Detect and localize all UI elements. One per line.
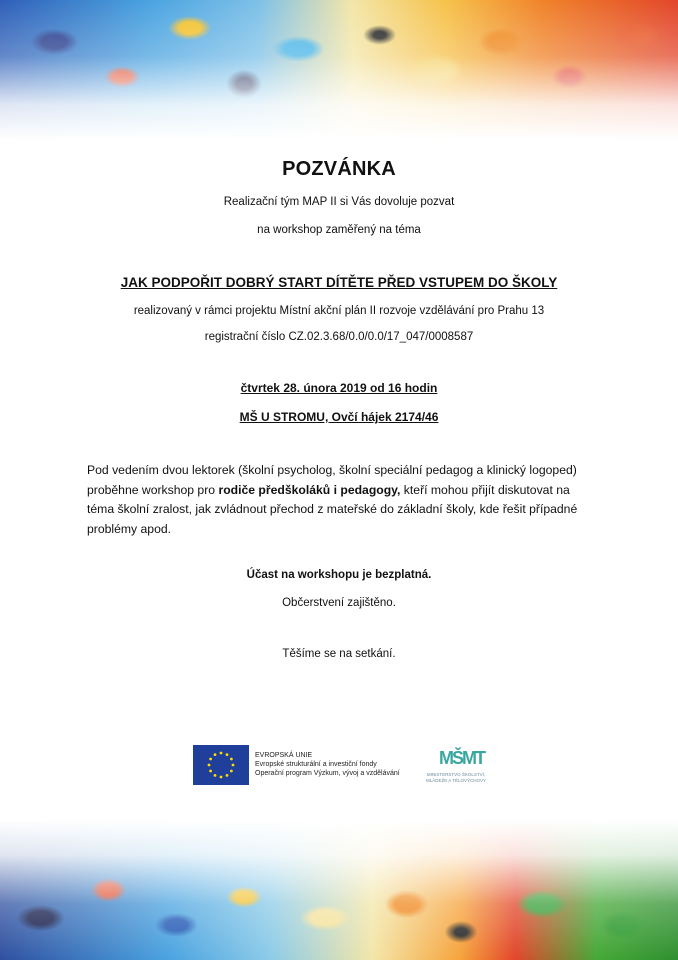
msmt-logo <box>421 745 491 787</box>
registration-number: registrační číslo CZ.02.3.68/0.0/0.0/17_047/0008587 <box>204 331 474 343</box>
refreshment-note: Občerstvení zajištěno. <box>282 597 396 609</box>
eu-flag-icon <box>193 745 249 785</box>
description-paragraph <box>87 461 587 539</box>
description-text-2: kteří mohou přijít diskutovat na téma školní zralost, jak zvládnout přechod z mateřské do základní školy, kde řešit případné problémy apod. <box>87 482 578 536</box>
workshop-topic: JAK PODPOŘIT DOBRÝ START DÍTĚTE PŘED VSTUPEM DO ŠKOLY <box>120 275 558 290</box>
eu-line-3: Operační program Výzkum, vývoj a vzdělávání <box>255 770 400 777</box>
eu-logo-text <box>255 751 425 778</box>
intro-line-2: na workshop zaměřený na téma <box>257 224 421 236</box>
description-audience: rodiče předškoláků i pedagogy, <box>218 482 401 497</box>
description-text-1: Pod vedením dvou lektorek (školní psycholog, školní speciální pedagog a klinický logoped) proběhne workshop pro <box>87 463 577 497</box>
intro-line-1: Realizační tým MAP II si Vás dovoluje pozvat <box>223 196 455 208</box>
decorative-header-image <box>0 0 678 140</box>
project-line: realizovaný v rámci projektu Místní akční plán II rozvoje vzdělávání pro Prahu 13 <box>133 305 545 317</box>
free-admission-note: Účast na workshopu je bezplatná. <box>246 569 432 581</box>
event-place: MŠ U STROMU, Ovčí hájek 2174/46 <box>239 410 439 424</box>
page-title: POZVÁNKA <box>282 158 396 180</box>
eu-line-1: EVROPSKÁ UNIE <box>255 752 313 759</box>
decorative-footer-image <box>0 820 678 960</box>
event-date: čtvrtek 28. února 2019 od 16 hodin <box>240 381 438 395</box>
msmt-logo-text: MINISTERSTVO ŠKOLSTVÍ, MLÁDEŽE A TĚLOVÝCHOVY <box>426 772 486 783</box>
closing-line: Těšíme se na setkání. <box>282 648 396 660</box>
msmt-logo-icon: MŠMT <box>439 748 484 768</box>
eu-line-2: Evropské strukturální a investiční fondy <box>255 761 377 768</box>
